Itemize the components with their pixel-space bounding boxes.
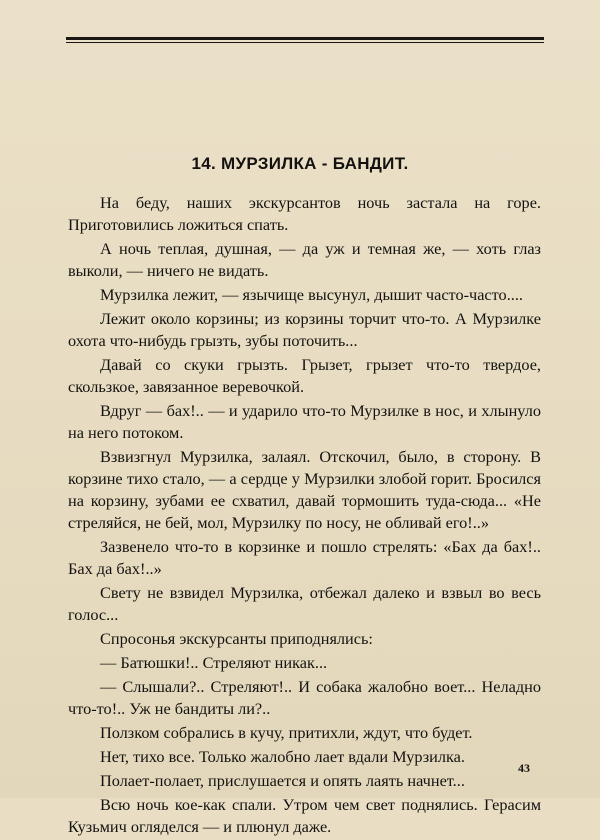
header-rule-thin: [66, 42, 544, 43]
paragraph: Спросонья экскурсанты приподнялись:: [100, 629, 373, 648]
paragraph: Мурзилка лежит, — язычище высунул, дышит часто-часто....: [100, 285, 523, 304]
page-number: 43: [518, 761, 530, 775]
paragraph: — Слышали?.. Стреляют!.. И собака жалобно воет... Неладно что-то!.. Уж не бандиты ли?..: [68, 677, 541, 718]
paragraph: — Батюшки!.. Стреляют никак...: [100, 653, 328, 672]
paragraph: Всю ночь кое-как спали. Утром чем свет поднялись. Герасим Кузьмич огляделся — и плюнул даже.: [68, 795, 541, 836]
paragraph: Нет, тихо все. Только жалобно лает вдали Мурзилка.: [100, 747, 465, 766]
paragraph: На беду, наших экскурсантов ночь застала на горе. Приготовились ложиться спать.: [68, 193, 541, 234]
paragraph: Полает-полает, прислушается и опять лаять начнет...: [100, 771, 465, 790]
paragraph: Давай со скуки грызть. Грызет, грызет что-то твердое, скользкое, завязанное веревочкой.: [68, 355, 541, 396]
chapter-body: [68, 192, 541, 840]
paragraph: Лежит около корзины; из корзины торчит что-то. А Мурзилке охота что-нибудь грызть, зубы поточить...: [68, 309, 541, 350]
header-rule-thick: [66, 37, 544, 40]
paragraph: Ползком собрались в кучу, притихли, ждут, что будет.: [100, 723, 473, 742]
paragraph: Зазвенело что-то в корзинке и пошло стрелять: «Бах да бах!.. Бах да бах!..»: [68, 537, 541, 578]
paragraph: Вдруг — бах!.. — и ударило что-то Мурзилке в нос, и хлынуло на него потоком.: [68, 401, 541, 442]
chapter-heading: 14. МУРЗИЛКА - БАНДИТ.: [191, 154, 409, 173]
paragraph: Свету не взвидел Мурзилка, отбежал далеко и взвыл во весь голос...: [68, 583, 541, 624]
paragraph: Взвизгнул Мурзилка, залаял. Отскочил, было, в сторону. В корзине тихо стало, — а сердце у Мурзилки злобой горит. Бросился на корзину, зубами ее схватил, давай тормошить туда-сюда... «Не стреляйся, не бей, мол, Мурзилку по носу, не обливай его!..»: [68, 447, 541, 532]
paragraph: А ночь теплая, душная, — да уж и темная же, — хоть глаз выколи, — ничего не видать.: [68, 239, 541, 280]
